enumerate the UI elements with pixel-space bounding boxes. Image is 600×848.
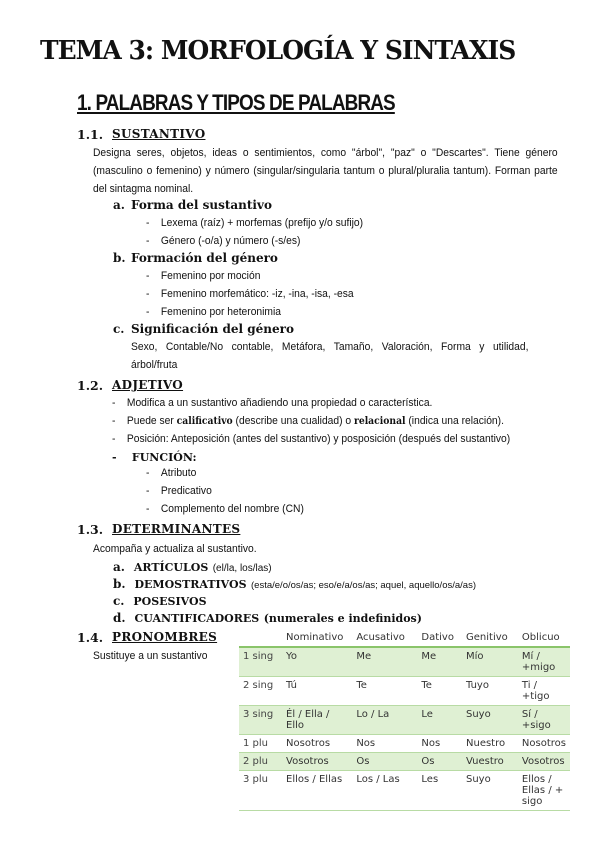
section-title-sustantivo: SUSTANTIVO xyxy=(112,127,206,141)
table-cell: Yo xyxy=(282,647,352,677)
table-cell: Nuestro xyxy=(462,735,518,753)
table-cell: 3 plu xyxy=(239,771,282,811)
table-cell: Nosotros xyxy=(282,735,352,753)
table-cell: Suyo xyxy=(462,771,518,811)
table-cell: Ellos / Ellas / + sigo xyxy=(518,771,570,811)
page-title: TEMA 3: MORFOLOGÍA Y SINTAXIS xyxy=(40,36,516,66)
table-cell: Ti / +tigo xyxy=(518,677,570,706)
table-row xyxy=(239,647,570,677)
table-cell: Les xyxy=(417,771,462,811)
table-cell: 2 sing xyxy=(239,677,282,706)
section-title-determinantes: DETERMINANTES xyxy=(112,522,241,536)
list-item: - Complemento del nombre (CN) xyxy=(146,503,304,515)
table-cell: Le xyxy=(417,706,462,735)
list-item: - Predicativo xyxy=(146,485,212,497)
pronombres-description: Sustituye a un sustantivo xyxy=(93,650,208,662)
table-cell: Os xyxy=(417,753,462,771)
table-row xyxy=(239,677,570,706)
determinantes-description: Acompaña y actualiza al sustantivo. xyxy=(93,543,257,555)
cuantificadores-item: d. CUANTIFICADORES (numerales e indefinidos) xyxy=(113,611,422,625)
sustantivo-c-letter: c. xyxy=(113,322,125,336)
section-title-adjetivo: ADJETIVO xyxy=(112,378,184,392)
table-cell: 1 plu xyxy=(239,735,282,753)
table-cell: Nos xyxy=(352,735,417,753)
section-number-1-1: 1.1. xyxy=(77,127,104,142)
significacion-text: Sexo, Contable/No contable, Metáfora, Tamaño, Valoración, Forma y utilidad, árbol/fruta xyxy=(131,341,529,371)
table-cell: Mío xyxy=(462,647,518,677)
section-number-1-4: 1.4. xyxy=(77,630,104,645)
articulos-item: a. ARTÍCULOS (el/la, los/las) xyxy=(113,560,272,574)
table-cell: Te xyxy=(417,677,462,706)
heading-palabras: 1. PALABRAS Y TIPOS DE PALABRAS xyxy=(77,90,395,115)
section-title-pronombres: PRONOMBRES xyxy=(112,630,218,644)
table-cell: Ellos / Ellas xyxy=(282,771,352,811)
table-cell: Vosotros xyxy=(282,753,352,771)
table-cell: Te xyxy=(352,677,417,706)
list-item: - Género (-o/a) y número (-s/es) xyxy=(146,235,301,247)
table-row xyxy=(239,753,570,771)
list-item: - Posición: Anteposición (antes del sustantivo) y posposición (después del sustantivo) xyxy=(112,433,511,445)
sustantivo-b-letter: b. xyxy=(113,251,126,265)
table-cell: Nos xyxy=(417,735,462,753)
table-cell: Lo / La xyxy=(352,706,417,735)
table-header-row xyxy=(239,629,570,647)
table-row xyxy=(239,706,570,735)
table-cell: 2 plu xyxy=(239,753,282,771)
table-cell: Mí / +migo xyxy=(518,647,570,677)
section-number-1-3: 1.3. xyxy=(77,522,104,537)
table-header-cell: Genitivo xyxy=(462,629,518,647)
table-cell: Tú xyxy=(282,677,352,706)
formacion-genero-heading: Formación del género xyxy=(131,251,278,265)
list-item: - Atributo xyxy=(146,467,197,479)
table-cell: Vuestro xyxy=(462,753,518,771)
table-cell: Tuyo xyxy=(462,677,518,706)
table-header-cell: Dativo xyxy=(417,629,462,647)
table-cell: Os xyxy=(352,753,417,771)
table-header-cell xyxy=(239,629,282,647)
table-cell: 1 sing xyxy=(239,647,282,677)
table-row xyxy=(239,735,570,753)
pronouns-table xyxy=(239,629,570,811)
table-cell: Él / Ella / Ello xyxy=(282,706,352,735)
table-cell: Sí / +sigo xyxy=(518,706,570,735)
table-header-cell: Oblicuo xyxy=(518,629,570,647)
section-number-1-2: 1.2. xyxy=(77,378,104,393)
sustantivo-description: Designa seres, objetos, ideas o sentimientos, como "árbol", "paz" o "Descartes". Tiene género (masculino o femenino) y número (singular/singularia tantum o plural/pluralia tantum). Forman parte del sintagma nominal. xyxy=(93,147,558,195)
list-item: - Femenino morfemático: -iz, -ina, -isa, -esa xyxy=(146,288,354,300)
list-item: - Femenino por heteronimia xyxy=(146,306,282,318)
table-cell: Suyo xyxy=(462,706,518,735)
table-cell: 3 sing xyxy=(239,706,282,735)
demostrativos-item: b. DEMOSTRATIVOS (esta/e/o/os/as; eso/e/a/os/as; aquel, aquello/os/a/as) xyxy=(113,577,476,591)
table-header-cell: Acusativo xyxy=(352,629,417,647)
significacion-genero-heading: Significación del género xyxy=(131,322,294,336)
forma-sustantivo-heading: Forma del sustantivo xyxy=(131,198,272,212)
posesivos-item: c. POSESIVOS xyxy=(113,594,207,608)
list-item: - Modifica a un sustantivo añadiendo una propiedad o característica. xyxy=(112,397,433,409)
table-cell: Nosotros xyxy=(518,735,570,753)
table-header-cell: Nominativo xyxy=(282,629,352,647)
list-item: - Lexema (raíz) + morfemas (prefijo y/o sufijo) xyxy=(146,217,364,229)
sustantivo-a-letter: a. xyxy=(113,198,125,212)
list-item: - Puede ser calificativo (describe una cualidad) o relacional (indica una relación). xyxy=(112,415,504,427)
table-row xyxy=(239,771,570,811)
table-cell: Me xyxy=(352,647,417,677)
table-cell: Me xyxy=(417,647,462,677)
table-cell: Vosotros xyxy=(518,753,570,771)
funcion-heading: - FUNCIÓN: xyxy=(112,451,197,464)
list-item: - Femenino por moción xyxy=(146,270,261,282)
table-cell: Los / Las xyxy=(352,771,417,811)
